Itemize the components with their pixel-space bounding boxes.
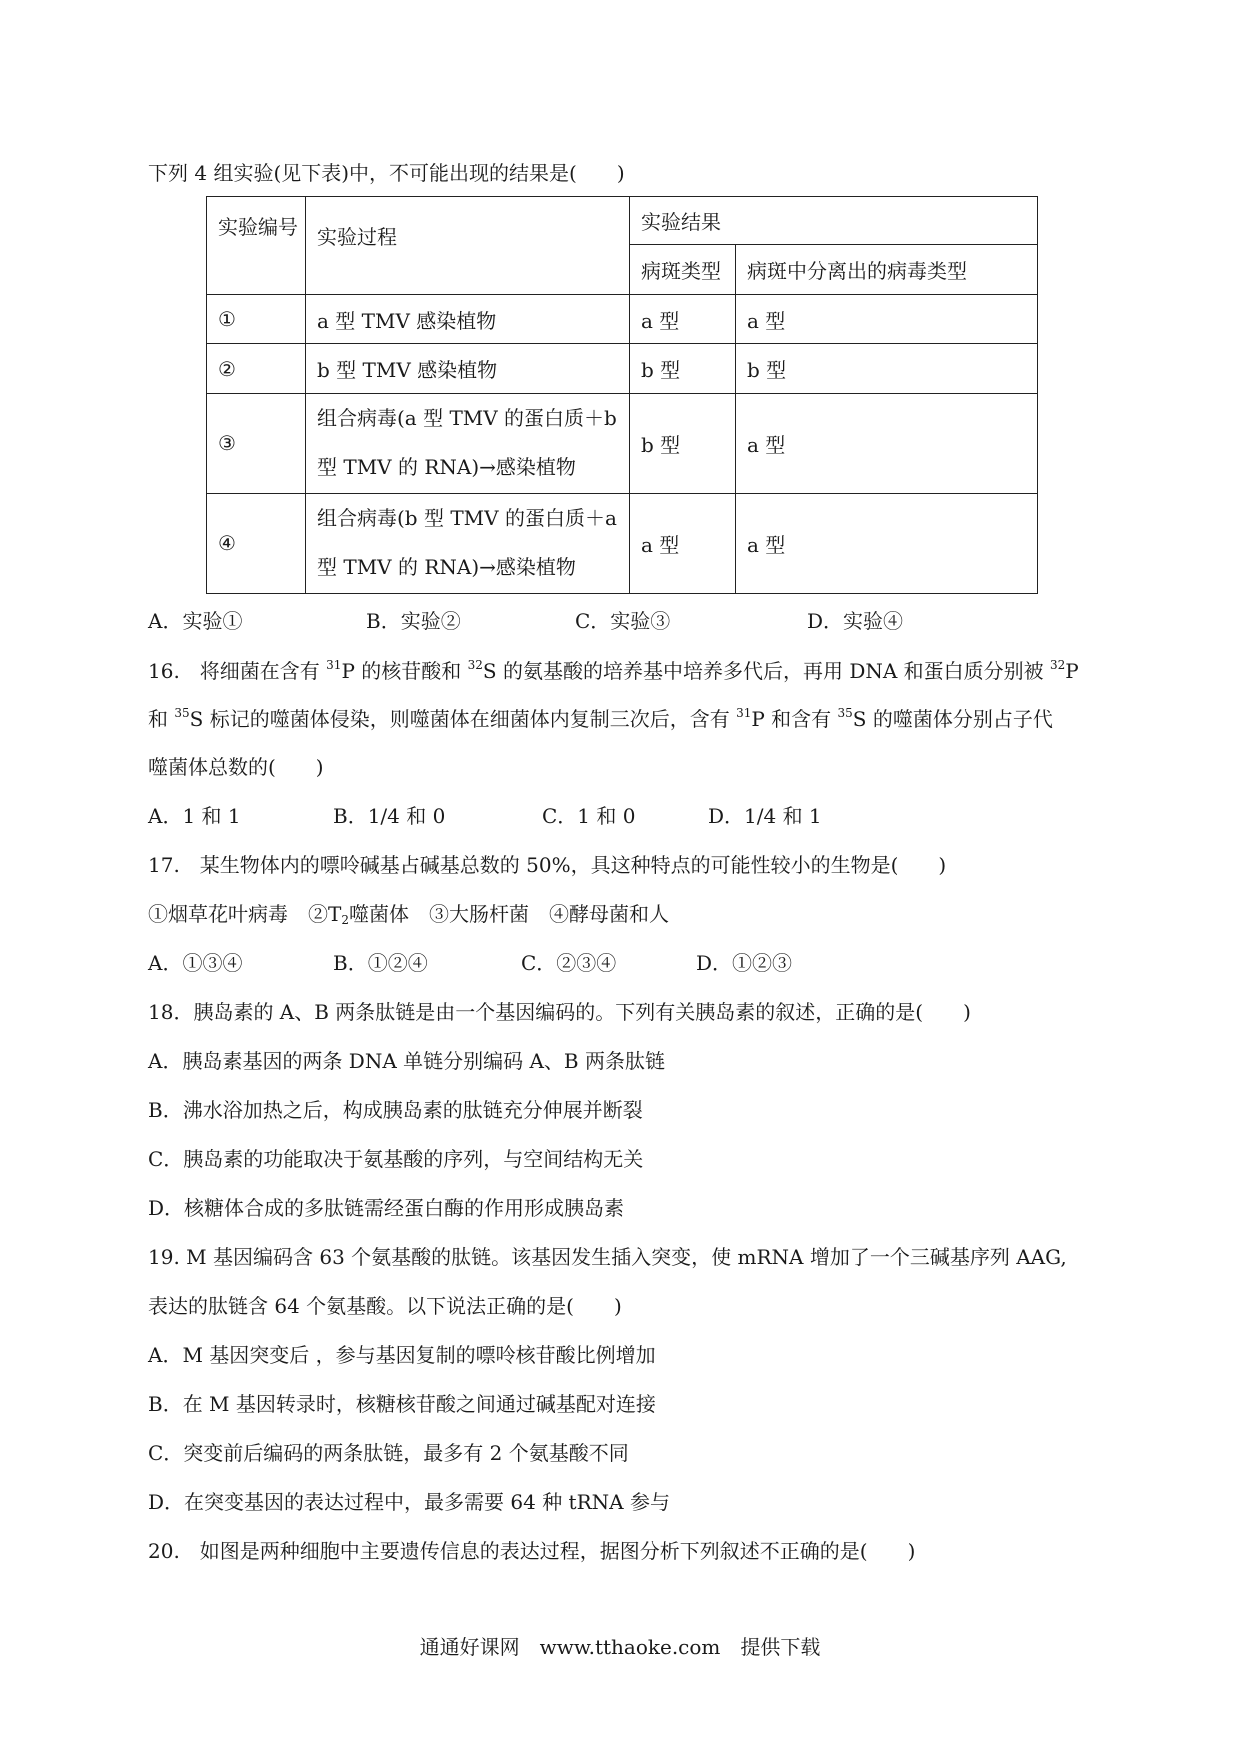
row-plaque: a 型: [630, 493, 736, 593]
page-footer: 通通好课网 www.tthaoke.com 提供下载: [419, 1635, 821, 1659]
q15-option-a: A．实验①: [148, 609, 243, 633]
q17-option-c: C．②③④: [521, 951, 617, 975]
row-process: 组合病毒(b 型 TMV 的蛋白质＋a 型 TMV 的 RNA)→感染植物: [306, 493, 630, 593]
table-row: [207, 393, 1038, 493]
table-row: [207, 344, 1038, 393]
q18-stem: 18．胰岛素的 A、B 两条肽链是由一个基因编码的。下列有关胰岛素的叙述，正确的是( ): [148, 1000, 971, 1024]
header-plaque-type: 病斑类型: [630, 245, 736, 294]
q15-option-b: B．实验②: [366, 609, 461, 633]
q17-stem: 17. 某生物体内的嘌呤碱基占碱基总数的 50%，具这种特点的可能性较小的生物是( ): [148, 853, 947, 877]
q16-stem-line1: 16. 将细菌在含有 $^{31}$P 的核苷酸和 $^{32}$S 的氨基酸的培养基中培养多代后，再用 DNA 和蛋白质分别被 $^{32}$P: [148, 658, 1079, 683]
header-isolated-virus-type: 病斑中分离出的病毒类型: [736, 245, 1038, 294]
q16-option-b: B．1/4 和 0: [333, 804, 446, 828]
q19-option-a: A．M 基因突变后 ，参与基因复制的嘌呤核苷酸比例增加: [148, 1343, 656, 1367]
q17-option-b: B．①②④: [333, 951, 428, 975]
row-virus: a 型: [736, 294, 1038, 343]
table-row: [207, 493, 1038, 593]
row-virus: a 型: [736, 393, 1038, 493]
q15-stem: 下列 4 组实验(见下表)中，不可能出现的结果是( ): [148, 161, 625, 185]
q15-option-d: D．实验④: [807, 609, 904, 633]
q19-option-b: B．在 M 基因转录时，核糖核苷酸之间通过碱基配对连接: [148, 1392, 656, 1416]
q19-stem-line1: 19. M 基因编码含 63 个氨基酸的肽链。该基因发生插入突变，使 mRNA 增加了一个三碱基序列 AAG,: [148, 1245, 1067, 1269]
q18-option-d: D．核糖体合成的多肽链需经蛋白酶的作用形成胰岛素: [148, 1196, 625, 1220]
row-process: 组合病毒(a 型 TMV 的蛋白质＋b 型 TMV 的 RNA)→感染植物: [306, 393, 630, 493]
q17-option-d: D．①②③: [696, 951, 793, 975]
q19-option-c: C．突变前后编码的两条肽链，最多有 2 个氨基酸不同: [148, 1441, 629, 1465]
q18-option-b: B．沸水浴加热之后，构成胰岛素的肽链充分伸展并断裂: [148, 1098, 643, 1122]
q17-items: ①烟草花叶病毒 $②T_2$噬菌体 ③大肠杆菌 ④酵母菌和人: [148, 902, 669, 927]
table-row: [207, 294, 1038, 343]
row-process: a 型 TMV 感染植物: [306, 294, 630, 343]
row-id: ②: [207, 344, 306, 393]
experiment-table: [206, 196, 1038, 594]
row-process: b 型 TMV 感染植物: [306, 344, 630, 393]
q20-stem: 20. 如图是两种细胞中主要遗传信息的表达过程，据图分析下列叙述不正确的是( ): [148, 1539, 916, 1563]
q15-option-c: C．实验③: [575, 609, 671, 633]
row-id: ④: [207, 493, 306, 593]
q16-stem-line2: 和 $^{35}$S 标记的噬菌体侵染，则噬菌体在细菌体内复制三次后，含有 $^{31}$P 和含有 $^{35}$S 的噬菌体分别占子代: [148, 706, 1053, 731]
row-virus: a 型: [736, 493, 1038, 593]
q17-option-a: A．①③④: [148, 951, 243, 975]
q18-option-c: C．胰岛素的功能取决于氨基酸的序列，与空间结构无关: [148, 1147, 644, 1171]
q16-option-a: A．1 和 1: [148, 804, 241, 828]
header-experiment-id: 实验编号: [207, 197, 306, 295]
q16-option-c: C．1 和 0: [542, 804, 636, 828]
q19-stem-line2: 表达的肽链含 64 个氨基酸。以下说法正确的是( ): [148, 1294, 622, 1318]
q16-stem-line3: 噬菌体总数的( ): [148, 755, 324, 779]
row-plaque: b 型: [630, 344, 736, 393]
q19-option-d: D．在突变基因的表达过程中，最多需要 64 种 tRNA 参与: [148, 1490, 670, 1514]
row-plaque: a 型: [630, 294, 736, 343]
q18-option-a: A．胰岛素基因的两条 DNA 单链分别编码 A、B 两条肽链: [148, 1049, 665, 1073]
row-id: ③: [207, 393, 306, 493]
row-plaque: b 型: [630, 393, 736, 493]
header-experiment-process: 实验过程: [306, 197, 630, 295]
row-virus: b 型: [736, 344, 1038, 393]
row-id: ①: [207, 294, 306, 343]
header-experiment-result: 实验结果: [630, 197, 1038, 245]
q16-option-d: D．1/4 和 1: [708, 804, 822, 828]
